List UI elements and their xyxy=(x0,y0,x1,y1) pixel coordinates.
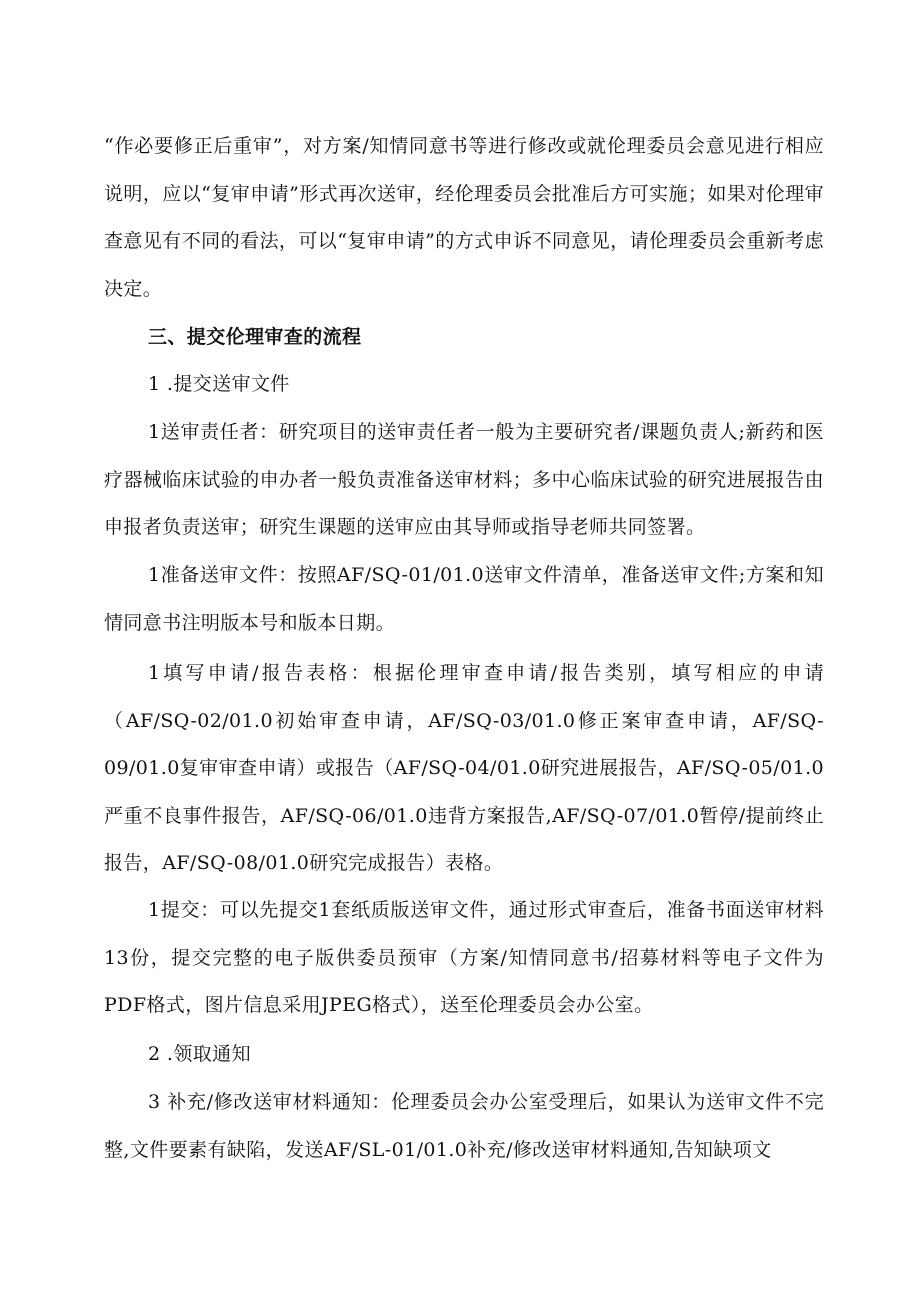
section-heading-review-process: 三、提交伦理审查的流程 xyxy=(148,326,362,348)
paragraph-fill-forms: 1填写申请/报告表格：根据伦理审查申请/报告类别，填写相应的申请（AF/SQ-02/01.0初始审查申请，AF/SQ-03/01.0修正案审查申请，AF/SQ-09/01.0复审审查申请）或报告（AF/SQ-04/01.0研究进展报告，AF/SQ-05/01.0严重不良事件报告，AF/SQ-06/01.0违背方案报告,AF/SQ-07/01.0暂停/提前终止报告，AF/SQ-08/01.0研究完成报告）表格。 xyxy=(104,662,824,874)
paragraph-resubmission: “作必要修正后重审”，对方案/知情同意书等进行修改或就伦理委员会意见进行相应说明，应以“复审申请”形式再次送审，经伦理委员会批准后方可实施；如果对伦理审查意见有不同的看法，可以“复审申请”的方式申诉不同意见，请伦理委员会重新考虑决定。 xyxy=(104,135,824,300)
paragraph-supplement-notice: 3 补充/修改送审材料通知：伦理委员会办公室受理后，如果认为送审文件不完整,文件要素有缺陷，发送AF/SL-01/01.0补充/修改送审材料通知,告知缺项文 xyxy=(104,1091,824,1161)
subheading-submit-documents: 1 .提交送审文件 xyxy=(148,373,290,395)
paragraph-submission-responsibility: 1送审责任者：研究项目的送审责任者一般为主要研究者/课题负责人;新药和医疗器械临床试验的申办者一般负责准备送审材料；多中心临床试验的研究进展报告由申报者负责送审；研究生课题的送审应由其导师或指导老师共同签署。 xyxy=(104,421,824,538)
subheading-receive-notice: 2 .领取通知 xyxy=(148,1043,251,1065)
paragraph-prepare-documents: 1准备送审文件：按照AF/SQ-01/01.0送审文件清单，准备送审文件;方案和知情同意书注明版本号和版本日期。 xyxy=(104,564,824,634)
paragraph-submit: 1提交：可以先提交1套纸质版送审文件，通过形式审查后，准备书面送审材料13份，提交完整的电子版供委员预审（方案/知情同意书/招募材料等电子文件为PDF格式，图片信息采用JPEG格式），送至伦理委员会办公室。 xyxy=(104,899,824,1016)
